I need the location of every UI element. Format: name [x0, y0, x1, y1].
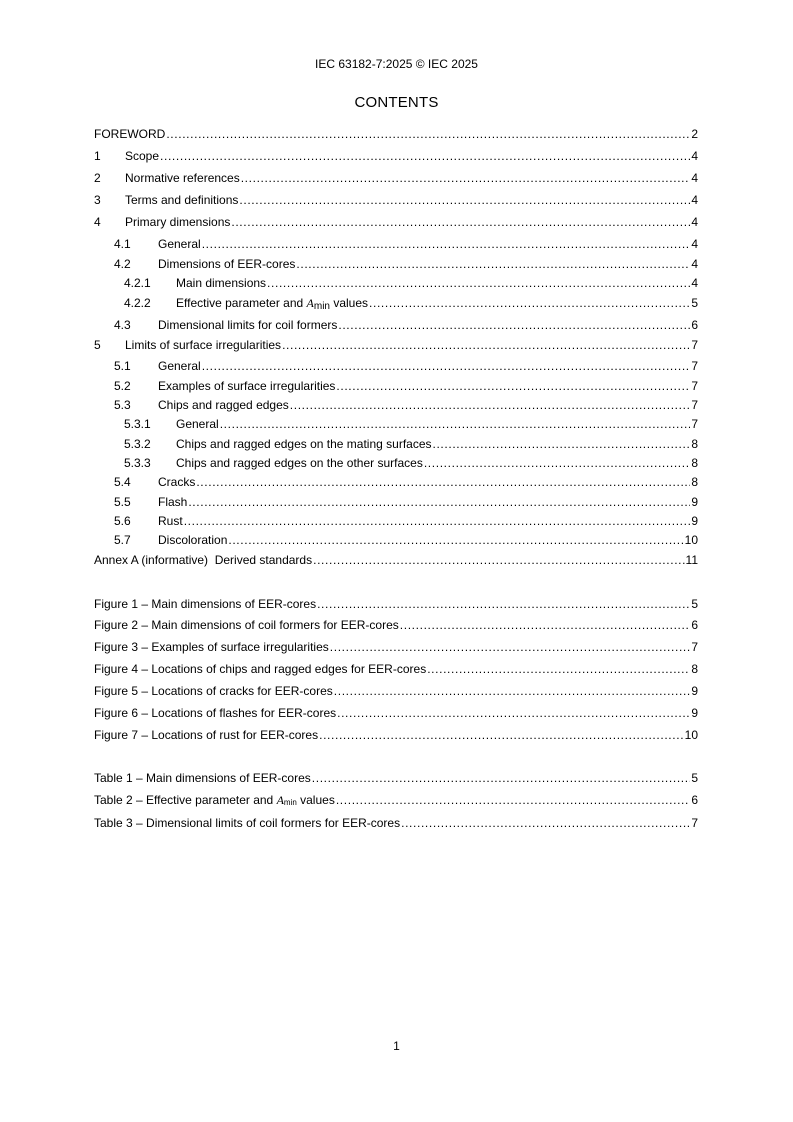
toc-entry-page: 7	[691, 359, 698, 373]
toc-entry-text: Dimensions of EER-cores	[158, 257, 296, 271]
leader-dots	[312, 770, 691, 786]
figure-entry-page: 8	[691, 662, 698, 676]
toc-entry-text: Flash	[158, 495, 188, 509]
toc-entry-text: General	[176, 417, 219, 431]
toc-entry-5-1[interactable]	[94, 358, 698, 374]
leader-dots	[160, 148, 690, 164]
leader-dots	[433, 436, 691, 452]
toc-entry-5-7[interactable]	[94, 532, 698, 548]
symbol-a: A	[306, 296, 314, 310]
leader-dots	[424, 455, 690, 471]
toc-entry-page: 9	[691, 514, 698, 528]
leader-dots	[317, 596, 690, 612]
leader-dots	[338, 317, 690, 333]
table-entry-page: 6	[691, 793, 698, 807]
toc-entry-text: Chips and ragged edges on the mating surfaces	[176, 437, 432, 451]
toc-entry-text: Rust	[158, 514, 183, 528]
toc-entry-number: 5.3.1	[124, 417, 151, 431]
toc-entry-4-1[interactable]	[94, 236, 698, 252]
page-number: 1	[393, 1039, 400, 1053]
toc-entry-5-6[interactable]	[94, 513, 698, 529]
figure-entry-page: 6	[691, 618, 698, 632]
toc-entry-number: 5.1	[114, 359, 131, 373]
figure-entry-2[interactable]	[94, 617, 698, 633]
toc-entry-number: 5.3.2	[124, 437, 151, 451]
page-header: IEC 63182-7:2025 © IEC 2025	[315, 57, 478, 71]
toc-entry-annex-a[interactable]	[94, 552, 698, 568]
toc-entry-number: 5	[94, 338, 101, 352]
toc-entry-limits[interactable]	[94, 337, 698, 353]
toc-entry-page: 7	[691, 417, 698, 431]
figure-entry-5[interactable]	[94, 683, 698, 699]
toc-entry-number: 5.2	[114, 379, 131, 393]
figure-entry-text: Figure 1 – Main dimensions of EER-cores	[94, 597, 317, 611]
table-entry-text: Table 3 – Dimensional limits of coil formers for EER-cores	[94, 816, 401, 830]
toc-entry-number: 1	[94, 149, 101, 163]
leader-dots	[188, 494, 690, 510]
toc-entry-page: 2	[691, 127, 698, 141]
toc-entry-5-2[interactable]	[94, 378, 698, 394]
toc-entry-page: 7	[691, 398, 698, 412]
toc-entry-terms[interactable]	[94, 192, 698, 208]
leader-dots	[202, 358, 691, 374]
table-entry-page: 5	[691, 771, 698, 785]
toc-entry-text: Primary dimensions	[125, 215, 231, 229]
table-entry-text: Table 2 – Effective parameter and Amin values	[94, 793, 335, 807]
toc-entry-number: 5.6	[114, 514, 131, 528]
figure-entry-page: 10	[684, 728, 698, 742]
leader-dots	[336, 792, 690, 808]
leader-dots	[220, 416, 691, 432]
table-entry-page: 7	[691, 816, 698, 830]
toc-entry-text: Dimensional limits for coil formers	[158, 318, 338, 332]
toc-entry-text: Normative references	[125, 171, 240, 185]
leader-dots	[228, 532, 683, 548]
toc-entry-number: 4.2.2	[124, 296, 151, 310]
toc-entry-primary-dimensions[interactable]	[94, 214, 698, 230]
toc-entry-text: Limits of surface irregularities	[125, 338, 282, 352]
figure-entry-page: 5	[691, 597, 698, 611]
toc-entry-page: 11	[685, 553, 698, 567]
toc-entry-text: Main dimensions	[176, 276, 267, 290]
toc-entry-4-2-1[interactable]	[94, 275, 698, 291]
leader-dots	[196, 474, 690, 490]
leader-dots	[313, 552, 684, 568]
figure-entry-page: 9	[691, 706, 698, 720]
leader-dots	[290, 397, 691, 413]
figure-entry-text: Figure 6 – Locations of flashes for EER-cores	[94, 706, 337, 720]
toc-entry-normative-references[interactable]	[94, 170, 698, 186]
toc-entry-page: 10	[684, 533, 698, 547]
figure-entry-text: Figure 5 – Locations of cracks for EER-cores	[94, 684, 333, 698]
toc-entry-page: 8	[691, 456, 698, 470]
toc-entry-5-3-3[interactable]	[94, 455, 698, 471]
toc-entry-5-5[interactable]	[94, 494, 698, 510]
leader-dots	[369, 295, 690, 311]
figure-entry-7[interactable]	[94, 727, 698, 743]
leader-dots	[239, 192, 690, 208]
figure-entry-3[interactable]	[94, 639, 698, 655]
table-entry-text: Table 1 – Main dimensions of EER-cores	[94, 771, 311, 785]
leader-dots	[231, 214, 690, 230]
toc-entry-number: 2	[94, 171, 101, 185]
toc-entry-text: Annex A (informative) Derived standards	[94, 553, 313, 567]
subscript-min: min	[313, 301, 330, 312]
toc-entry-number: 4.3	[114, 318, 131, 332]
toc-entry-text: General	[158, 359, 201, 373]
page-title: CONTENTS	[354, 94, 439, 111]
toc-entry-number: 3	[94, 193, 101, 207]
toc-entry-page: 4	[691, 276, 698, 290]
toc-entry-text: Chips and ragged edges on the other surfaces	[176, 456, 423, 470]
toc-entry-page: 8	[691, 437, 698, 451]
toc-entry-number: 4.1	[114, 237, 131, 251]
toc-entry-page: 4	[691, 215, 698, 229]
toc-entry-page: 9	[691, 495, 698, 509]
leader-dots	[330, 639, 691, 655]
toc-entry-number: 5.7	[114, 533, 131, 547]
leader-dots	[336, 378, 690, 394]
toc-entry-number: 5.4	[114, 475, 131, 489]
toc-entry-page: 4	[691, 257, 698, 271]
toc-entry-text: Examples of surface irregularities	[158, 379, 336, 393]
figure-entry-text: Figure 7 – Locations of rust for EER-cores	[94, 728, 319, 742]
toc-entry-text: Terms and definitions	[125, 193, 239, 207]
toc-entry-page: 7	[691, 338, 698, 352]
toc-entry-page: 7	[691, 379, 698, 393]
toc-entry-text: General	[158, 237, 201, 251]
table-entry-1[interactable]	[94, 770, 698, 786]
toc-entry-text: Chips and ragged edges	[158, 398, 289, 412]
leader-dots	[401, 815, 690, 831]
toc-entry-page: 4	[691, 171, 698, 185]
toc-entry-foreword[interactable]	[94, 126, 698, 142]
toc-entry-page: 5	[691, 296, 698, 310]
leader-dots	[241, 170, 691, 186]
leader-dots	[337, 705, 690, 721]
figure-entry-4[interactable]	[94, 661, 698, 677]
figure-entry-text: Figure 4 – Locations of chips and ragged edges for EER-cores	[94, 662, 427, 676]
leader-dots	[334, 683, 691, 699]
leader-dots	[184, 513, 691, 529]
leader-dots	[282, 337, 690, 353]
toc-entry-5-3-1[interactable]	[94, 416, 698, 432]
figure-entry-text: Figure 2 – Main dimensions of coil formers for EER-cores	[94, 618, 399, 632]
leader-dots	[427, 661, 690, 677]
figure-entry-text: Figure 3 – Examples of surface irregularities	[94, 640, 329, 654]
toc-entry-number: 5.3.3	[124, 456, 151, 470]
symbol-a: A	[276, 793, 284, 807]
toc-entry-page: 4	[691, 193, 698, 207]
toc-entry-text: Cracks	[158, 475, 196, 489]
toc-entry-5-3-2[interactable]	[94, 436, 698, 452]
figure-entry-page: 9	[691, 684, 698, 698]
toc-entry-number: 4.2	[114, 257, 131, 271]
toc-entry-scope[interactable]	[94, 148, 698, 164]
toc-entry-number: 4.2.1	[124, 276, 151, 290]
toc-entry-number: 5.5	[114, 495, 131, 509]
leader-dots	[319, 727, 684, 743]
leader-dots	[296, 256, 690, 272]
leader-dots	[267, 275, 690, 291]
toc-entry-5-4[interactable]	[94, 474, 698, 490]
toc-entry-number: 5.3	[114, 398, 131, 412]
figure-entry-6[interactable]	[94, 705, 698, 721]
toc-entry-page: 8	[691, 475, 698, 489]
toc-entry-page: 4	[691, 149, 698, 163]
figure-entry-page: 7	[691, 640, 698, 654]
toc-entry-text: Effective parameter and Amin values	[176, 296, 369, 312]
leader-dots	[202, 236, 691, 252]
leader-dots	[166, 126, 690, 142]
figure-entry-1[interactable]	[94, 596, 698, 612]
toc-entry-4-3[interactable]	[94, 317, 698, 333]
toc-entry-text: Discoloration	[158, 533, 228, 547]
toc-entry-text: Scope	[125, 149, 160, 163]
toc-entry-5-3[interactable]	[94, 397, 698, 413]
toc-entry-text: FOREWORD	[94, 127, 166, 141]
toc-entry-page: 4	[691, 237, 698, 251]
toc-entry-page: 6	[691, 318, 698, 332]
toc-entry-number: 4	[94, 215, 101, 229]
table-entry-2[interactable]	[94, 792, 698, 808]
leader-dots	[400, 617, 691, 633]
table-entry-3[interactable]	[94, 815, 698, 831]
toc-entry-4-2[interactable]	[94, 256, 698, 272]
toc-entry-4-2-2[interactable]	[94, 295, 698, 311]
subscript-min: min	[283, 798, 297, 807]
